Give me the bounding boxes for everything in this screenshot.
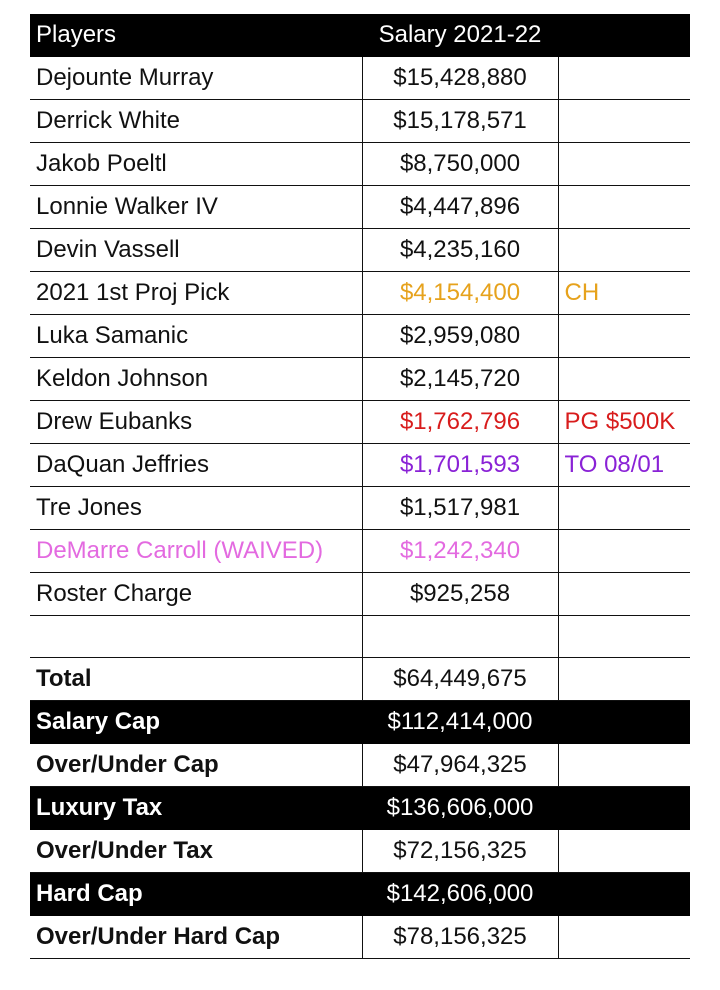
player-note: CH	[558, 272, 690, 315]
player-salary: $8,750,000	[362, 143, 558, 186]
player-name: Dejounte Murray	[30, 57, 362, 100]
blank-cell	[558, 616, 690, 658]
player-salary: $15,428,880	[362, 57, 558, 100]
cap-label: Over/Under Tax	[30, 830, 362, 873]
total-note	[558, 658, 690, 701]
player-row	[30, 315, 690, 358]
blank-row	[30, 616, 690, 658]
cap-value: $78,156,325	[362, 916, 558, 959]
cropped-title-fragment	[30, 0, 690, 8]
cap-note	[558, 830, 690, 873]
player-name: Drew Eubanks	[30, 401, 362, 444]
player-row	[30, 57, 690, 100]
player-note	[558, 186, 690, 229]
cap-value: $112,414,000	[362, 701, 558, 744]
player-row	[30, 186, 690, 229]
blank-cell	[362, 616, 558, 658]
player-salary: $4,447,896	[362, 186, 558, 229]
cap-row	[30, 830, 690, 873]
player-name: Roster Charge	[30, 573, 362, 616]
salary-header: Salary 2021-22	[362, 14, 558, 57]
cap-value: $72,156,325	[362, 830, 558, 873]
player-name: Keldon Johnson	[30, 358, 362, 401]
cap-row	[30, 873, 690, 916]
player-row	[30, 573, 690, 616]
cap-note	[558, 916, 690, 959]
player-name: Devin Vassell	[30, 229, 362, 272]
player-row	[30, 530, 690, 573]
player-salary: $15,178,571	[362, 100, 558, 143]
cap-label: Luxury Tax	[30, 787, 362, 830]
player-note: TO 08/01	[558, 444, 690, 487]
player-name: DaQuan Jeffries	[30, 444, 362, 487]
player-note	[558, 57, 690, 100]
player-row	[30, 401, 690, 444]
player-salary: $1,762,796	[362, 401, 558, 444]
player-name: Luka Samanic	[30, 315, 362, 358]
cap-row	[30, 916, 690, 959]
cap-note	[558, 787, 690, 830]
player-row	[30, 229, 690, 272]
player-salary: $1,242,340	[362, 530, 558, 573]
player-row	[30, 272, 690, 315]
cap-label: Over/Under Cap	[30, 744, 362, 787]
cap-note	[558, 744, 690, 787]
cap-label: Hard Cap	[30, 873, 362, 916]
player-salary: $1,517,981	[362, 487, 558, 530]
player-row	[30, 358, 690, 401]
notes-header	[558, 14, 690, 57]
cap-row	[30, 744, 690, 787]
total-row	[30, 658, 690, 701]
cap-label: Over/Under Hard Cap	[30, 916, 362, 959]
player-note: PG $500K	[558, 401, 690, 444]
cap-note	[558, 701, 690, 744]
player-salary: $2,145,720	[362, 358, 558, 401]
player-salary: $4,235,160	[362, 229, 558, 272]
player-note	[558, 358, 690, 401]
salary-cap-table	[30, 14, 690, 959]
player-row	[30, 487, 690, 530]
player-name: 2021 1st Proj Pick	[30, 272, 362, 315]
player-note	[558, 573, 690, 616]
player-name: Lonnie Walker IV	[30, 186, 362, 229]
cap-row	[30, 787, 690, 830]
player-note	[558, 100, 690, 143]
player-name: Derrick White	[30, 100, 362, 143]
player-row	[30, 100, 690, 143]
player-name: Tre Jones	[30, 487, 362, 530]
player-salary: $2,959,080	[362, 315, 558, 358]
player-salary: $4,154,400	[362, 272, 558, 315]
cap-row	[30, 701, 690, 744]
total-label: Total	[30, 658, 362, 701]
players-header: Players	[30, 14, 362, 57]
player-name: DeMarre Carroll (WAIVED)	[30, 530, 362, 573]
cap-value: $136,606,000	[362, 787, 558, 830]
table-header	[30, 14, 690, 57]
player-note	[558, 487, 690, 530]
player-salary: $925,258	[362, 573, 558, 616]
player-row	[30, 444, 690, 487]
cap-value: $47,964,325	[362, 744, 558, 787]
cap-label: Salary Cap	[30, 701, 362, 744]
player-name: Jakob Poeltl	[30, 143, 362, 186]
cap-value: $142,606,000	[362, 873, 558, 916]
total-value: $64,449,675	[362, 658, 558, 701]
player-salary: $1,701,593	[362, 444, 558, 487]
player-note	[558, 530, 690, 573]
player-note	[558, 315, 690, 358]
player-note	[558, 229, 690, 272]
blank-cell	[30, 616, 362, 658]
player-row	[30, 143, 690, 186]
player-note	[558, 143, 690, 186]
cap-note	[558, 873, 690, 916]
